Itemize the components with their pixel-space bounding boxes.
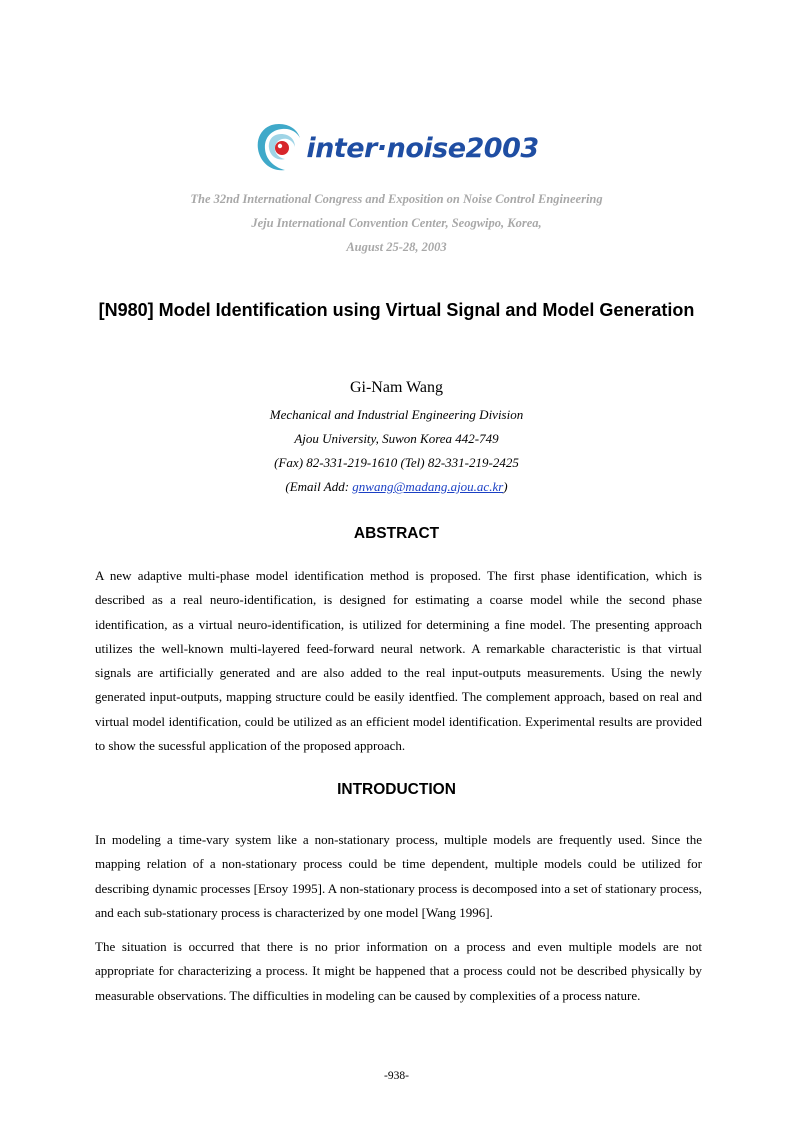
paper-title: [N980] Model Identification using Virtual Signal and Model Generation [98, 300, 695, 320]
email-prefix: (Email Add: [285, 479, 353, 494]
swirl-logo-icon [254, 121, 304, 175]
conference-dates: August 25-28, 2003 [346, 240, 447, 254]
abstract-heading: ABSTRACT [353, 525, 440, 542]
author-name: Gi-Nam Wang [349, 379, 444, 396]
author-affiliation-university: Ajou University, Suwon Korea 442-749 [294, 431, 499, 446]
page-number: -938- [384, 1070, 409, 1082]
introduction-paragraph-1: In modeling a time-vary system like a non-stationary process, multiple models are frequently used. Since the mapping relation of a non-stationary process could be time dependent, multiple models could be utilized for describing dynamic processes [Ersoy 1995]. A non-stationary process is decomposed into a set of stationary process, and each sub-stationary process is characterized by one model [Wang 1996]. [95, 832, 702, 920]
author-phone: (Fax) 82-331-219-1610 (Tel) 82-331-219-2425 [274, 455, 519, 470]
abstract-text: A new adaptive multi-phase model identification method is proposed. The first phase identification, which is described as a real neuro-identification, is designed for estimating a coarse model while the second phase identification, as a virtual neuro-identification, is utilized for determining a fine model. The presenting approach utilizes the well-known multi-layered feed-forward neural network. A remarkable characteristic is that virtual signals are artificially generated and are also added to the real input-outputs measurements. Using the newly generated input-outputs, mapping structure could be easily identfied. The complement approach, based on real and virtual model identification, could be utilized as an efficient model identification. Experimental results are provided to show the sucessful application of the proposed approach. [95, 568, 702, 754]
conference-logo [0, 121, 793, 177]
email-link[interactable]: gnwang@madang.ajou.ac.kr [352, 479, 504, 494]
conference-name: The 32nd International Congress and Exposition on Noise Control Engineering [190, 192, 603, 206]
logo-text: inter·noise2003 [306, 132, 539, 164]
introduction-paragraph-2: The situation is occurred that there is no prior information on a process and even multiple models are not appropriate for characterizing a process. It might be happened that a process could not be described physically by measurable observations. The difficulties in modeling can be caused by complexities of a process nature. [95, 939, 702, 1003]
author-email-line [0, 479, 793, 495]
email-suffix: ) [503, 479, 508, 494]
author-affiliation-division: Mechanical and Industrial Engineering Division [269, 407, 524, 422]
introduction-heading: INTRODUCTION [337, 781, 456, 798]
conference-venue: Jeju International Convention Center, Seogwipo, Korea, [251, 216, 542, 230]
